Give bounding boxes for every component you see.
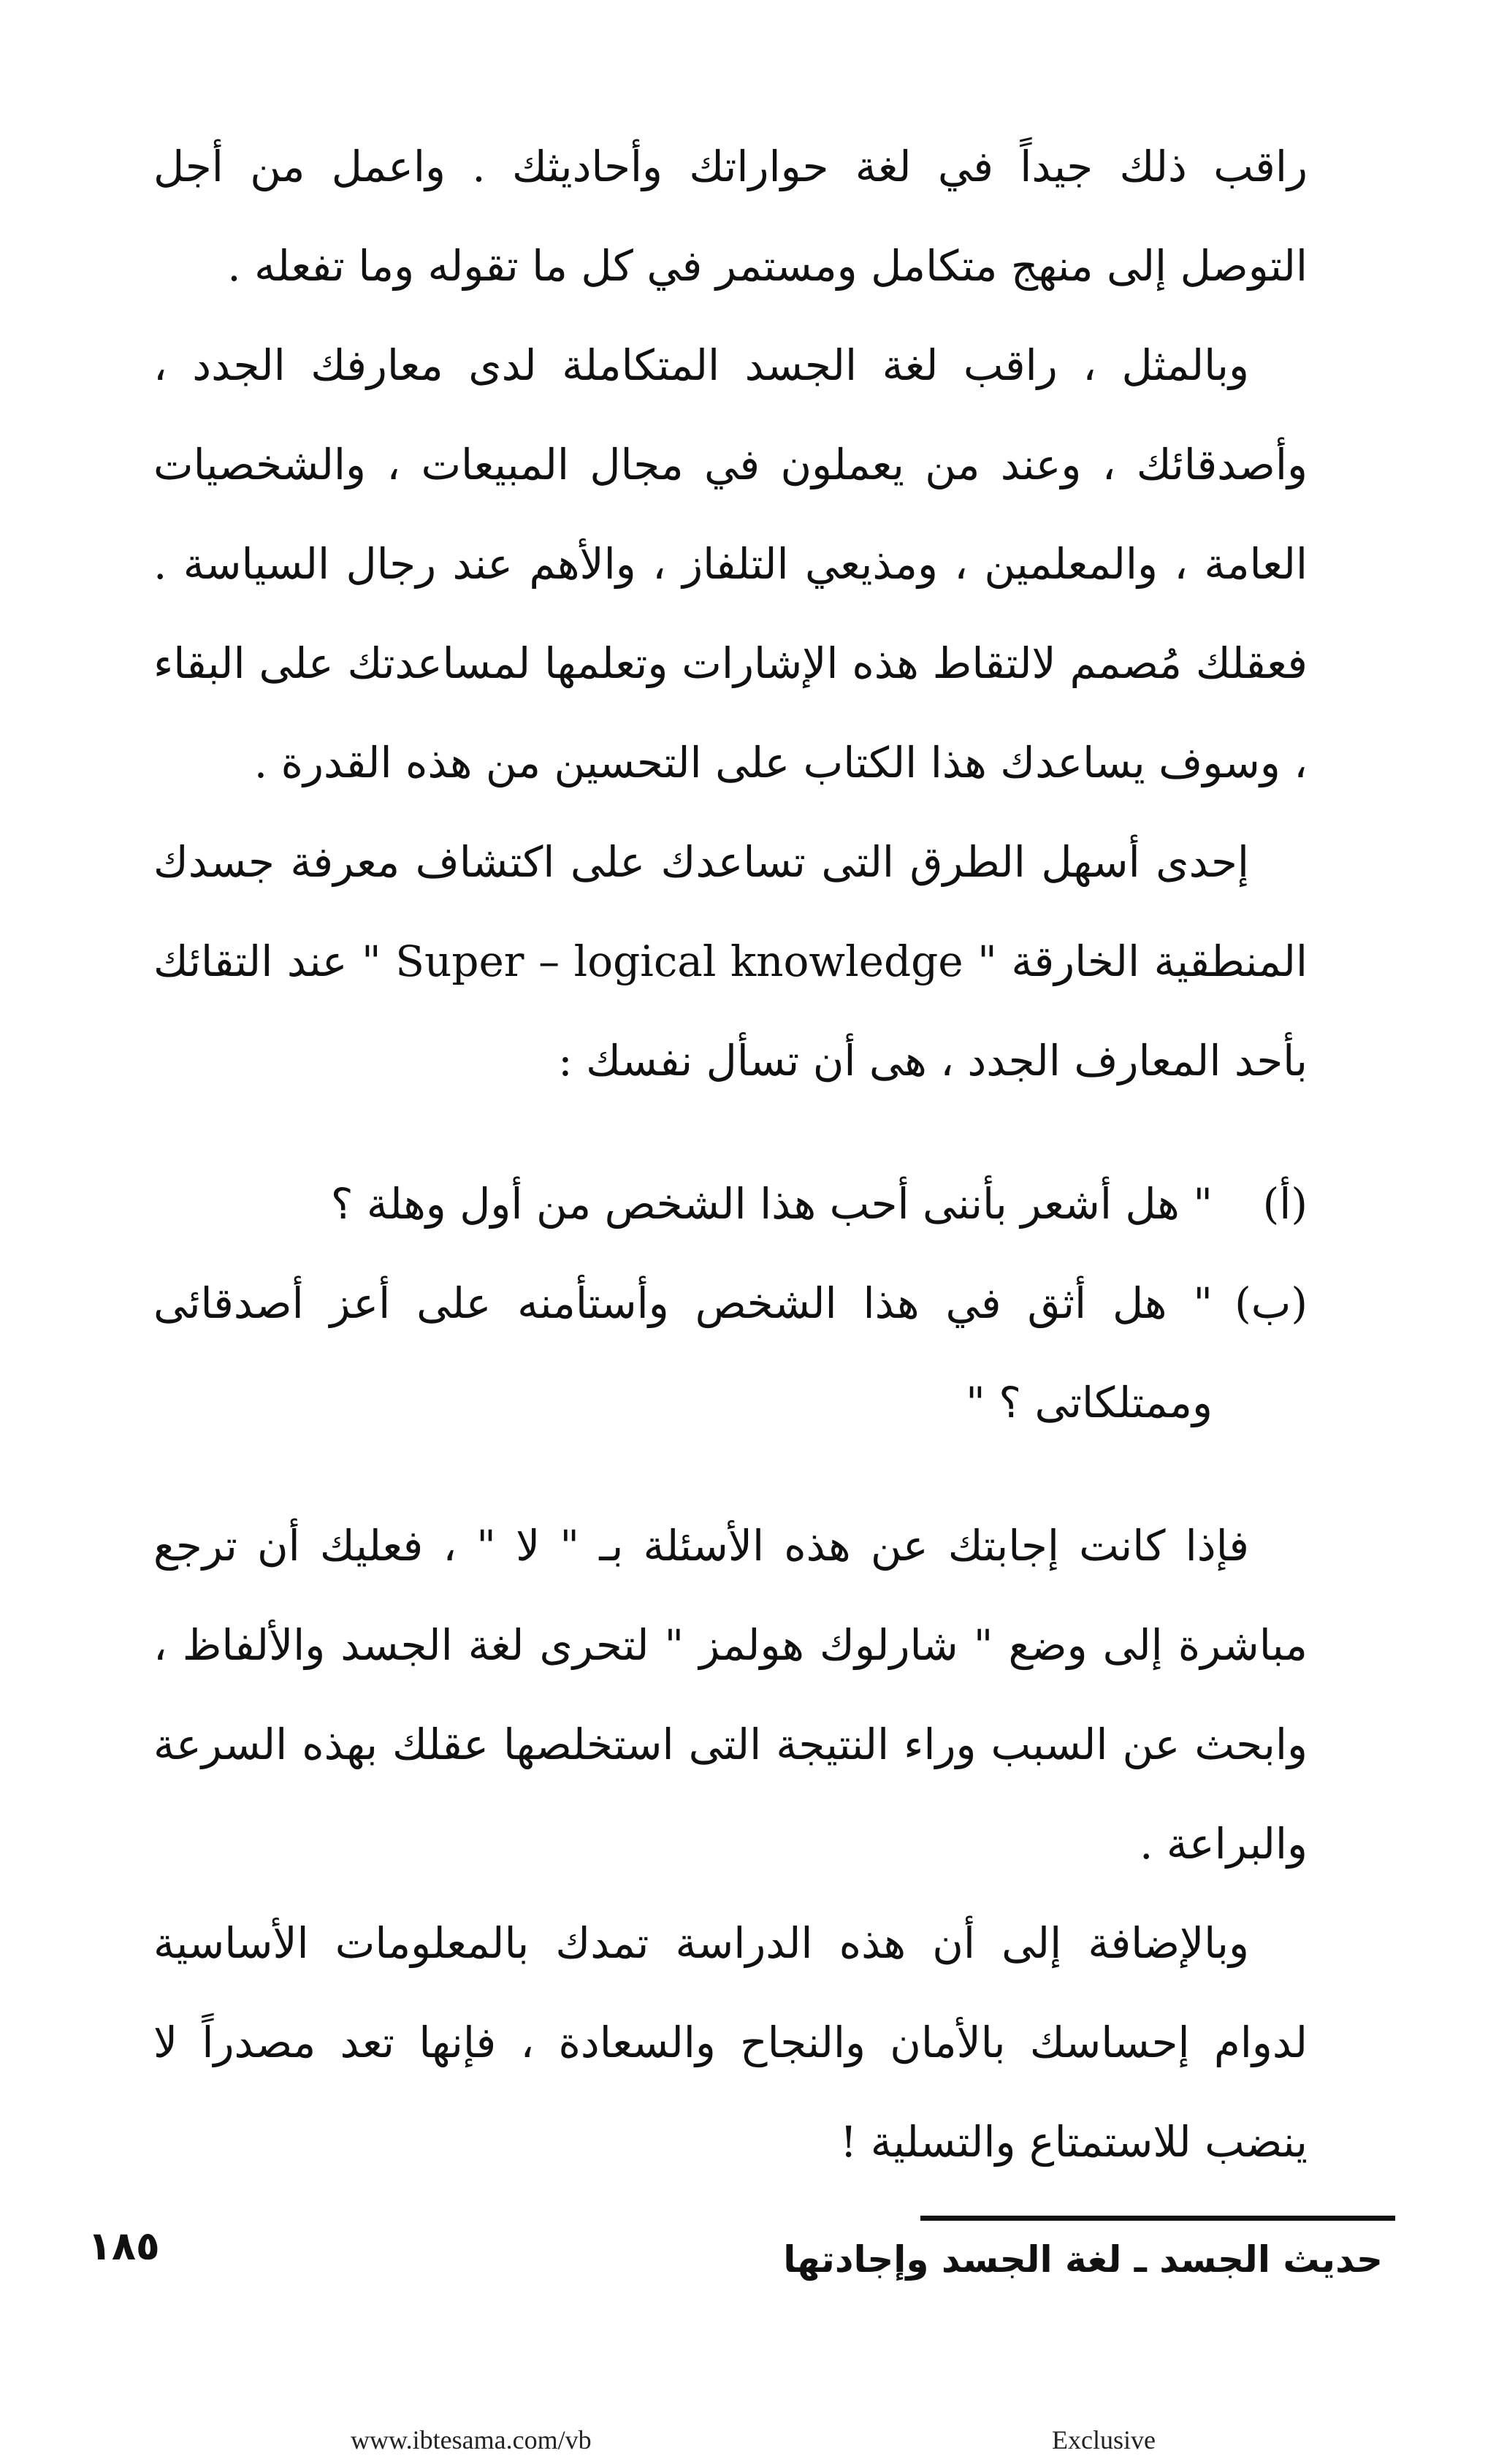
- spacer: [153, 1452, 1308, 1496]
- body-text: [153, 117, 1308, 2192]
- footer-book-title: حديث الجسد ـ لغة الجسد وإجادتها: [783, 2238, 1383, 2281]
- footer-rule: [920, 2216, 1395, 2221]
- question-b: [153, 1254, 1308, 1452]
- watermark-label: Exclusive: [1052, 2425, 1156, 2455]
- question-a: [153, 1154, 1308, 1254]
- paragraph-2: وبالمثل ، راقب لغة الجسد المتكاملة لدى معارفك الجدد ، وأصدقائك ، وعند من يعملون في مجال المبيعات ، والشخصيات العامة ، والمعلمين ، ومذيعي التلفاز ، والأهم عند رجال السياسة . فعقلك مُصمم لالتقاط هذه الإشارات وتعلمها لمساعدتك على البقاء ، وسوف يساعدك هذا الكتاب على التحسين من هذه القدرة .: [153, 340, 1308, 787]
- question-b-marker: (ب): [1234, 1278, 1308, 1328]
- question-a-text: " هل أشعر بأننى أحب هذا الشخص من أول وهلة ؟: [330, 1179, 1213, 1229]
- paragraph-5: وبالإضافة إلى أن هذه الدراسة تمدك بالمعلومات الأساسية لدوام إحساسك بالأمان والنجاح والسعادة ، فإنها تعد مصدراً لا ينضب للاستمتاع والتسلية !: [153, 1918, 1308, 2167]
- watermark-site: www.ibtesama.com/vb: [351, 2425, 592, 2455]
- paragraph-4: فإذا كانت إجابتك عن هذه الأسئلة بـ " لا " ، فعليك أن ترجع مباشرة إلى وضع " شارلوك هولمز " لتحرى لغة الجسد والألفاظ ، وابحث عن السبب وراء النتيجة التى استخلصها عقلك بهذه السرعة والبراعة .: [153, 1521, 1308, 1869]
- paragraph-1: راقب ذلك جيداً في لغة حواراتك وأحاديثك . واعمل من أجل التوصل إلى منهج متكامل ومستمر في كل ما تقوله وما تفعله .: [153, 142, 1308, 291]
- paragraph-3: إحدى أسهل الطرق التى تساعدك على اكتشاف معرفة جسدك المنطقية الخارقة " Super – logical knowledge " عند التقائك بأحد المعارف الجدد ، هى أن تسأل نفسك :: [153, 837, 1308, 1086]
- question-b-text: " هل أثق في هذا الشخص وأستأمنه على أعز أصدقائى وممتلكاتى ؟ ": [153, 1278, 1213, 1427]
- question-a-marker: (أ): [1262, 1179, 1308, 1229]
- page-number: ١٨٥: [88, 2223, 160, 2269]
- spacer: [153, 1110, 1308, 1154]
